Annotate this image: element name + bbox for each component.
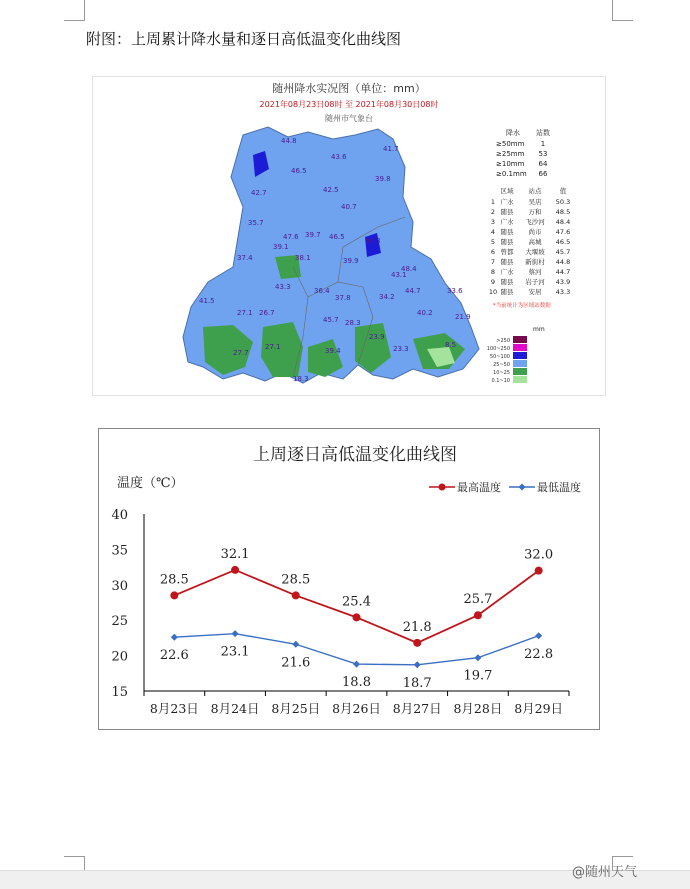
rank-cell: 48.4 bbox=[555, 218, 571, 226]
rank-cell: 随县 bbox=[500, 258, 514, 266]
station-value: 44.7 bbox=[405, 287, 421, 295]
legend-low bbox=[509, 480, 581, 494]
station-value: 27.1 bbox=[237, 309, 253, 317]
legend-range-label: 100~250 bbox=[486, 346, 510, 352]
rank-cell: 随县 bbox=[500, 208, 514, 216]
x-tick-label: 8月24日 bbox=[210, 701, 260, 716]
plot-area bbox=[111, 508, 569, 716]
data-label-low: 22.8 bbox=[524, 646, 554, 662]
data-label-high: 32.1 bbox=[220, 546, 250, 562]
legend-range-label: 10~25 bbox=[493, 370, 510, 376]
rank-cell: 随县 bbox=[500, 228, 514, 236]
station-value: 39.9 bbox=[343, 257, 359, 265]
rank-cell: 蔡河 bbox=[528, 268, 542, 276]
grade-cell: 1 bbox=[540, 140, 546, 148]
data-label-high: 25.7 bbox=[463, 592, 493, 608]
legend-unit: mm bbox=[533, 326, 545, 333]
station-value: 18.3 bbox=[293, 375, 309, 383]
data-point-low bbox=[292, 641, 299, 648]
rank-header: 站点 bbox=[528, 187, 542, 195]
legend-high-marker bbox=[439, 484, 446, 491]
figure-caption: 附图：上周累计降水量和逐日高低温变化曲线图 bbox=[86, 30, 402, 48]
rank-cell: 8 bbox=[490, 268, 496, 276]
rank-cell: 岩子河 bbox=[525, 278, 545, 286]
grade-cell: ≥25mm bbox=[496, 150, 525, 158]
legend-range-label: 25~50 bbox=[493, 362, 510, 368]
rank-cell: 9 bbox=[490, 278, 496, 286]
data-label-low: 23.1 bbox=[220, 644, 250, 660]
x-tick-label: 8月23日 bbox=[149, 701, 199, 716]
rank-header: 值 bbox=[559, 187, 567, 195]
grade-cell: 53 bbox=[538, 150, 548, 158]
chart-title: 上周逐日高低温变化曲线图 bbox=[253, 445, 457, 465]
rank-cell: 43.9 bbox=[555, 278, 571, 286]
rank-cell: 随县 bbox=[500, 288, 514, 296]
legend-range-label: 0.1~10 bbox=[491, 378, 510, 384]
data-label-low: 21.6 bbox=[281, 655, 311, 671]
data-label-low: 18.7 bbox=[402, 675, 432, 691]
rank-cell: 45.7 bbox=[555, 248, 571, 256]
data-point-low bbox=[171, 634, 178, 641]
legend-swatch bbox=[513, 344, 527, 351]
temperature-chart bbox=[99, 429, 599, 729]
legend-swatch bbox=[513, 360, 527, 367]
station-value: 36.4 bbox=[314, 287, 330, 295]
rank-cell: 44.8 bbox=[555, 258, 571, 266]
station-value: 40.7 bbox=[341, 203, 357, 211]
rank-cell: 1 bbox=[490, 198, 496, 206]
data-point-low bbox=[353, 661, 360, 668]
rank-cell: 曾都 bbox=[500, 248, 514, 256]
station-value: 46.5 bbox=[329, 233, 345, 241]
legend-high bbox=[429, 480, 501, 494]
data-label-high: 21.8 bbox=[402, 619, 432, 635]
station-value: 39.7 bbox=[305, 231, 321, 239]
x-tick-label: 8月26日 bbox=[332, 701, 381, 716]
station-value: 34.2 bbox=[379, 293, 395, 301]
rank-table bbox=[501, 186, 567, 195]
station-value: 46.5 bbox=[291, 167, 307, 175]
map-title: 随州降水实况图（单位：mm） bbox=[272, 82, 426, 95]
rank-cell: 安居 bbox=[528, 288, 542, 296]
rank-note: *当前统计为区域站数据 bbox=[493, 303, 551, 309]
station-value: 42.5 bbox=[323, 186, 339, 194]
grade-header: 站数 bbox=[536, 129, 550, 137]
x-tick-label: 8月29日 bbox=[514, 701, 564, 716]
rank-cell: 尚市 bbox=[528, 228, 542, 236]
rank-cell: 2 bbox=[490, 208, 496, 216]
legend-low-marker bbox=[519, 484, 526, 491]
station-value: 37.8 bbox=[335, 294, 351, 302]
y-tick-label: 35 bbox=[111, 543, 128, 559]
station-value: 8.5 bbox=[445, 341, 457, 349]
grade-cell: ≥10mm bbox=[496, 160, 525, 168]
station-value: 48.4 bbox=[401, 265, 417, 273]
precipitation-map bbox=[93, 77, 605, 395]
rank-cell: 6 bbox=[490, 248, 496, 256]
legend-range-label: >250 bbox=[496, 338, 510, 344]
station-value: 21.9 bbox=[455, 313, 471, 321]
data-point-low bbox=[474, 654, 481, 661]
precipitation-map-panel bbox=[92, 76, 606, 396]
map-period: 2021年08月23日08时 至 2021年08月30日08时 bbox=[259, 100, 439, 109]
map-legend bbox=[487, 336, 527, 384]
grade-cell: ≥0.1mm bbox=[496, 170, 527, 178]
station-value: 43.1 bbox=[391, 271, 407, 279]
data-point-high bbox=[535, 567, 543, 575]
station-value: 26.7 bbox=[259, 309, 275, 317]
station-value: 39.4 bbox=[325, 347, 341, 355]
data-label-high: 32.0 bbox=[524, 547, 554, 563]
rank-cell: 50.3 bbox=[555, 198, 571, 206]
rank-cell: 随县 bbox=[500, 278, 514, 286]
data-point-high bbox=[474, 611, 482, 619]
rank-cell: 7 bbox=[490, 258, 496, 266]
rank-cell: 高城 bbox=[528, 238, 542, 246]
station-value: 33.6 bbox=[447, 287, 463, 295]
station-value: 47.6 bbox=[283, 233, 299, 241]
rank-cell: 10 bbox=[488, 288, 498, 296]
y-tick-label: 20 bbox=[111, 649, 128, 665]
station-value: 39.1 bbox=[273, 243, 289, 251]
y-tick-label: 15 bbox=[111, 685, 128, 700]
legend-low-label: 最低温度 bbox=[537, 481, 581, 494]
station-value: 44.8 bbox=[281, 137, 297, 145]
rank-cell: 44.7 bbox=[555, 268, 571, 276]
data-label-low: 19.7 bbox=[463, 668, 493, 684]
station-value: 37.4 bbox=[237, 254, 253, 262]
rank-cell: 广水 bbox=[500, 268, 514, 276]
grade-table bbox=[496, 128, 550, 178]
x-tick-label: 8月27日 bbox=[392, 701, 442, 716]
data-label-low: 22.6 bbox=[159, 648, 189, 664]
legend-range-label: 50~100 bbox=[489, 354, 510, 360]
x-tick-label: 8月28日 bbox=[453, 701, 503, 716]
rank-rows bbox=[489, 197, 570, 296]
station-value: 43.6 bbox=[331, 153, 347, 161]
legend-swatch bbox=[513, 336, 527, 343]
y-tick-label: 25 bbox=[111, 614, 128, 630]
x-tick-label: 8月25日 bbox=[271, 701, 321, 716]
legend-high-label: 最高温度 bbox=[457, 481, 501, 494]
rank-cell: 4 bbox=[490, 228, 496, 236]
data-point-high bbox=[170, 591, 178, 599]
station-value: 50.3 bbox=[365, 237, 381, 245]
station-value: 41.5 bbox=[199, 297, 215, 305]
station-value: 27.7 bbox=[233, 349, 249, 357]
station-value: 42.7 bbox=[251, 189, 267, 197]
data-point-high bbox=[353, 613, 361, 621]
y-tick-label: 40 bbox=[111, 508, 128, 523]
page-corner-mark bbox=[612, 0, 633, 21]
rank-cell: 新街村 bbox=[525, 258, 545, 266]
data-label-high: 25.4 bbox=[342, 594, 371, 610]
data-label-high: 28.5 bbox=[159, 572, 189, 588]
grade-header: 降水 bbox=[506, 129, 520, 137]
data-point-high bbox=[292, 591, 300, 599]
rank-cell: 随县 bbox=[500, 238, 514, 246]
grade-cell: ≥50mm bbox=[496, 140, 525, 148]
station-value: 40.2 bbox=[417, 309, 433, 317]
legend-swatch bbox=[513, 376, 527, 383]
rank-cell: 广水 bbox=[500, 198, 514, 206]
temperature-chart-panel bbox=[98, 428, 600, 730]
page-corner-mark bbox=[64, 0, 85, 21]
station-value: 43.3 bbox=[275, 283, 291, 291]
station-value: 38.1 bbox=[295, 254, 311, 262]
rank-cell: 广水 bbox=[500, 218, 514, 226]
station-value: 23.9 bbox=[369, 333, 385, 341]
station-value: 23.3 bbox=[393, 345, 409, 353]
rank-cell: 46.5 bbox=[555, 238, 571, 246]
station-value: 28.3 bbox=[345, 319, 361, 327]
data-point-high bbox=[413, 639, 421, 647]
rank-cell: 飞沙河 bbox=[525, 218, 545, 226]
rank-cell: 万和 bbox=[528, 208, 542, 216]
grade-cell: 66 bbox=[538, 170, 548, 178]
grade-cell: 64 bbox=[538, 160, 548, 168]
data-point-low bbox=[232, 630, 239, 637]
rank-cell: 48.5 bbox=[555, 208, 571, 216]
data-point-low bbox=[535, 632, 542, 639]
rank-cell: 大堰坡 bbox=[525, 248, 545, 256]
map-issuer: 随州市气象台 bbox=[325, 114, 373, 123]
legend-swatch bbox=[513, 368, 527, 375]
rank-cell: 3 bbox=[490, 218, 496, 226]
rank-header: 区域 bbox=[500, 187, 514, 195]
station-value: 41.7 bbox=[383, 145, 399, 153]
data-point-low bbox=[414, 661, 421, 668]
rank-cell: 5 bbox=[490, 238, 496, 246]
y-tick-label: 30 bbox=[111, 578, 128, 594]
station-value: 39.8 bbox=[375, 175, 391, 183]
data-label-low: 18.8 bbox=[342, 675, 371, 691]
y-axis-label: 温度（℃） bbox=[117, 476, 184, 491]
watermark: @随州天气 bbox=[572, 865, 638, 880]
legend-swatch bbox=[513, 352, 527, 359]
data-label-high: 28.5 bbox=[281, 572, 311, 588]
rank-cell: 47.6 bbox=[555, 228, 571, 236]
station-value: 27.1 bbox=[265, 343, 281, 351]
data-point-high bbox=[231, 566, 239, 574]
station-value: 35.7 bbox=[248, 219, 264, 227]
rank-cell: 吴店 bbox=[528, 198, 542, 206]
rank-cell: 43.3 bbox=[555, 288, 571, 296]
station-value: 45.7 bbox=[323, 316, 339, 324]
